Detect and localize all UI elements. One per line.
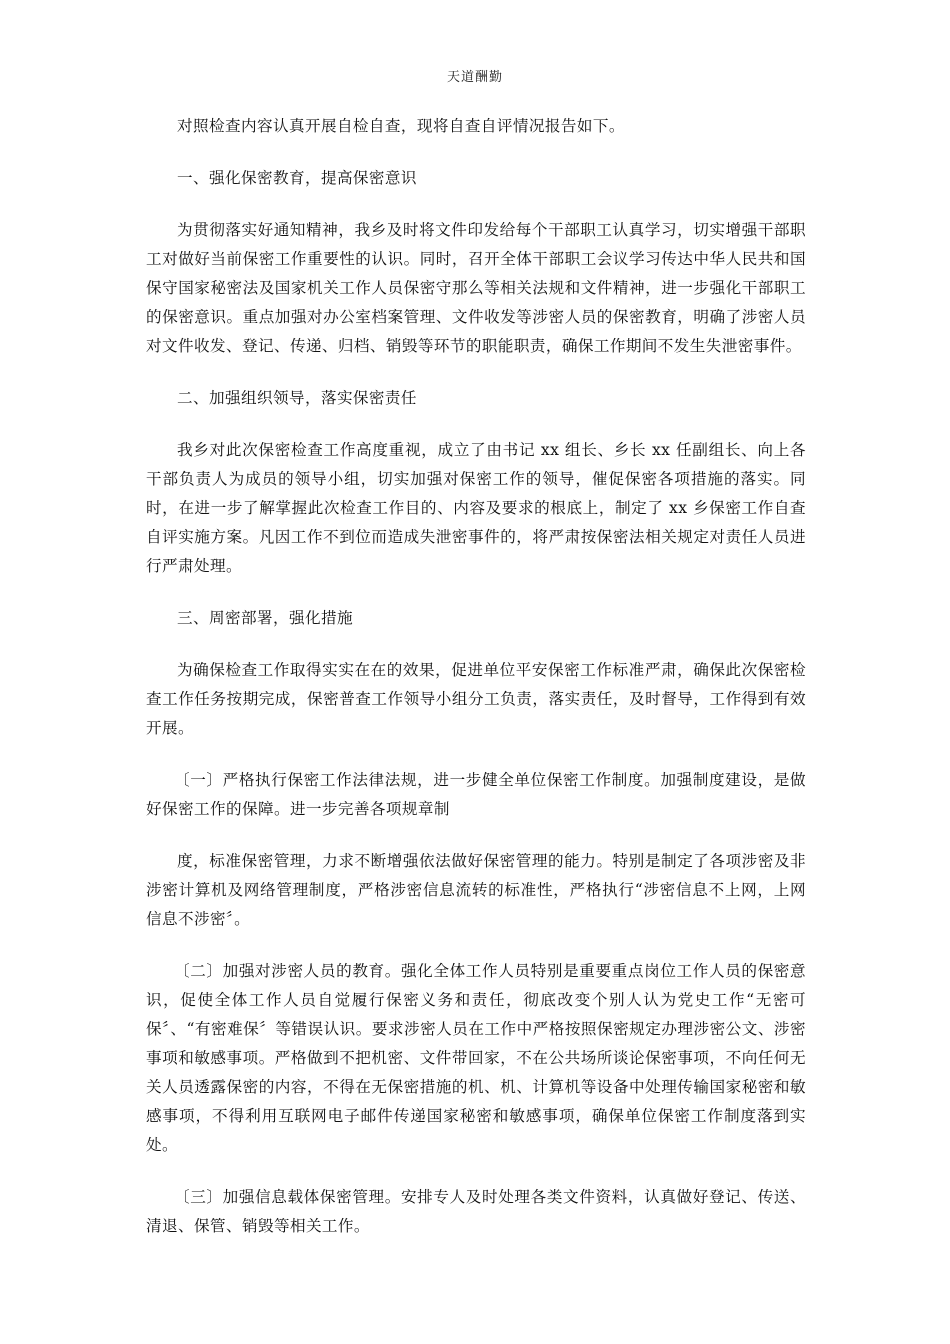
page-header-title: 天道酬勤	[446, 70, 503, 85]
section-heading-2: 二、加强组织领导，落实保密责任	[177, 389, 417, 407]
subsection-3-paragraph: 〔三〕加强信息载体保密管理。安排专人及时处理各类文件资料，认真做好登记、传送、清退、保管、销毁等相关工作。	[146, 1188, 806, 1235]
subsection-1-continuation: 度，标准保密管理，力求不断增强依法做好保密管理的能力。特别是制定了各项涉密及非涉密计算机及网络管理制度，严格涉密信息流转的标准性，严格执行“涉密信息不上网，上网信息不涉密〞。	[146, 852, 806, 928]
subsection-1-paragraph: 〔一〕严格执行保密工作法律法规，进一步健全单位保密工作制度。加强制度建设，是做好保密工作的保障。进一步完善各项规章制	[146, 771, 806, 818]
intro-paragraph: 对照检查内容认真开展自检自查，现将自查自评情况报告如下。	[177, 117, 625, 135]
document-body	[146, 112, 806, 1264]
section-2-paragraph: 我乡对此次保密检查工作高度重视，成立了由书记 xx 组长、乡长 xx 任副组长、向上各干部负责人为成员的领导小组，切实加强对保密工作的领导，催促保密各项措施的落实。同时，在进一步了解掌握此次检查工作目的、内容及要求的根底上，制定了 xx 乡保密工作自查自评实施方案。凡因工作不到位而造成失泄密事件的，将严肃按保密法相关规定对责任人员进行严肃处理。	[146, 441, 806, 575]
section-1-paragraph: 为贯彻落实好通知精神，我乡及时将文件印发给每个干部职工认真学习，切实增强干部职工对做好当前保密工作重要性的认识。同时，召开全体干部职工会议学习传达中华人民共和国保守国家秘密法及国家机关工作人员保密守那么等相关法规和文件精神，进一步强化干部职工的保密意识。重点加强对办公室档案管理、文件收发等涉密人员的保密教育，明确了涉密人员对文件收发、登记、传递、归档、销毁等环节的职能职责，确保工作期间不发生失泄密事件。	[146, 221, 806, 355]
section-3-paragraph: 为确保检查工作取得实实在在的效果，促进单位平安保密工作标准严肃，确保此次保密检查工作任务按期完成，保密普查工作领导小组分工负责，落实责任，及时督导，工作得到有效开展。	[146, 661, 806, 737]
subsection-2-paragraph: 〔二〕加强对涉密人员的教育。强化全体工作人员特别是重要重点岗位工作人员的保密意识，促使全体工作人员自觉履行保密义务和责任，彻底改变个别人认为党史工作“无密可保〞、“有密难保〞等错误认识。要求涉密人员在工作中严格按照保密规定办理涉密公文、涉密事项和敏感事项。严格做到不把机密、文件带回家，不在公共场所谈论保密事项，不向任何无关人员透露保密的内容，不得在无保密措施的机、机、计算机等设备中处理传输国家秘密和敏感事项，不得利用互联网电子邮件传递国家秘密和敏感事项，确保单位保密工作制度落到实处。	[146, 962, 806, 1154]
section-heading-3: 三、周密部署，强化措施	[177, 609, 353, 627]
section-heading-1: 一、强化保密教育，提高保密意识	[177, 169, 417, 187]
